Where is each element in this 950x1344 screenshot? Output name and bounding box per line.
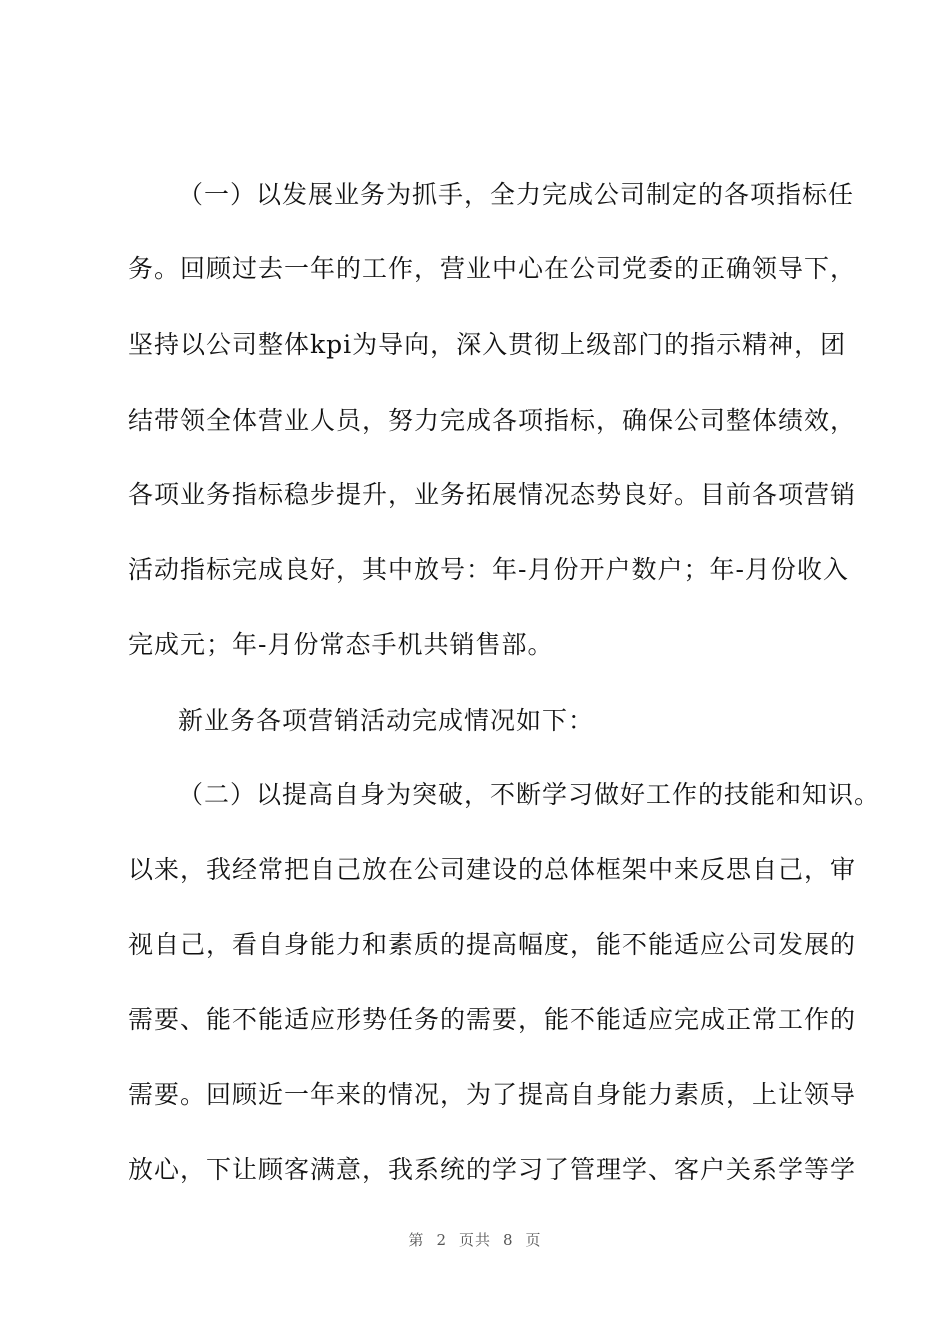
- paragraph-1-line-2: 务。回顾过去一年的工作，营业中心在公司党委的正确领导下，: [128, 254, 857, 283]
- paragraph-3-line-5: 需要。回顾近一年来的情况，为了提高自身能力素质，上让领导: [128, 1080, 857, 1109]
- paragraph-2-line-1: 新业务各项营销活动完成情况如下：: [178, 706, 595, 735]
- paragraph-3-line-6: 放心，下让顾客满意，我系统的学习了管理学、客户关系学等学: [128, 1155, 857, 1184]
- paragraph-3-line-2: 以来，我经常把自己放在公司建设的总体框架中来反思自己，审: [128, 855, 857, 884]
- paragraph-1-line-5: 各项业务指标稳步提升，业务拓展情况态势良好。目前各项营销: [128, 480, 857, 509]
- page-footer: [0, 1229, 950, 1250]
- page-total: 8: [503, 1231, 514, 1249]
- page-suffix: 页: [525, 1231, 542, 1249]
- paragraph-3-line-4: 需要、能不能适应形势任务的需要，能不能适应完成正常工作的: [128, 1005, 857, 1034]
- page-prefix: 第: [408, 1231, 425, 1249]
- paragraph-1-line-1: （一）以发展业务为抓手，全力完成公司制定的各项指标任: [178, 180, 855, 209]
- paragraph-1-line-7: 完成元；年-月份常态手机共销售部。: [128, 630, 554, 659]
- paragraph-1-line-6: 活动指标完成良好，其中放号：年-月份开户数户；年-月份收入: [128, 555, 849, 584]
- paragraph-1-line-3: 坚持以公司整体kpi为导向，深入贯彻上级部门的指示精神，团: [128, 330, 847, 359]
- paragraph-3-line-3: 视自己，看自身能力和素质的提高幅度，能不能适应公司发展的: [128, 930, 857, 959]
- paragraph-3-line-1: （二）以提高自身为突破，不断学习做好工作的技能和知识。: [178, 780, 881, 809]
- paragraph-1-line-4: 结带领全体营业人员，努力完成各项指标，确保公司整体绩效，: [128, 406, 857, 435]
- page-mid: 页共: [458, 1231, 491, 1249]
- page-number: 2: [436, 1231, 447, 1249]
